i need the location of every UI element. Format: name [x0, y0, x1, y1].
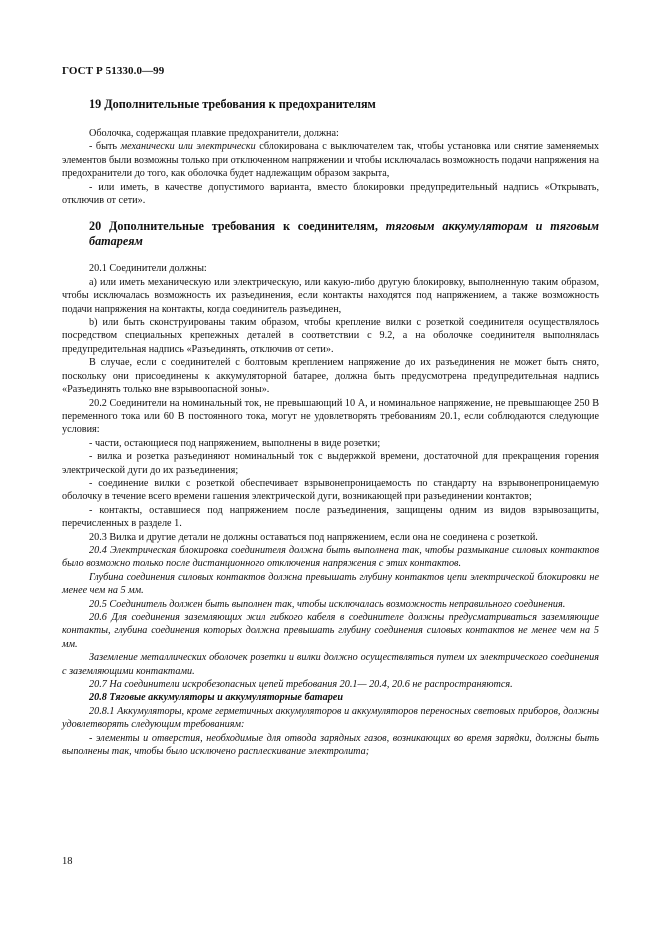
- section-19-item-1: [62, 140, 599, 180]
- paragraph-20-1: 20.1 Соединители должны:: [89, 263, 207, 275]
- section-19-heading: 19 Дополнительные требования к предохранителям: [89, 97, 376, 111]
- paragraph-grounding: Заземление металлических оболочек розетки и вилки должно осуществляться путем их электрического соединения с заземляющими контактами.: [62, 652, 599, 677]
- section-20-heading: [89, 219, 599, 249]
- condition-2: - вилка и розетка разъединяют номинальный ток с выдержкой времени, достаточной для прекращения горения электрической дуги до их разъединения;: [62, 451, 599, 476]
- subheading-20-8: 20.8 Тяговые аккумуляторы и аккумуляторные батареи: [89, 692, 343, 704]
- standard-code: ГОСТ Р 51330.0—99: [62, 65, 165, 77]
- item-1-emphasis: механически или электрически: [120, 141, 256, 153]
- paragraph-20-7: 20.7 На соединители искробезопасных цепей требования 20.1— 20.4, 20.6 не распространяются.: [89, 679, 513, 691]
- section-20-heading-italic: тяговым аккумуляторам и тяговым батареям: [89, 219, 599, 249]
- condition-1: - части, остающиеся под напряжением, выполнены в виде розетки;: [89, 437, 381, 449]
- condition-3: - соединение вилки с розеткой обеспечивает взрывонепроницаемость по стандарту на взрывонепроницаемую оболочку в течение всего времени гашения электрической дуги, возникающей при разъединении контактов;: [62, 477, 599, 503]
- paragraph-20-1-a: a) или иметь механическую или электрическую, или какую-либо другую блокировку, выполненную таким образом, чтобы исключалась возможность их разъединения, если контакты находятся под напряжением, а также возможность подачи напряжения на контакты, когда соединитель разъединен,: [62, 276, 599, 315]
- paragraph-contact-depth: Глубина соединения силовых контактов должна превышать глубину контактов цепи электрической блокировки не менее чем на 5 мм.: [62, 571, 599, 597]
- condition-4: - контакты, оставшиеся под напряжением после разъединения, защищены одним из видов взрывозащиты, перечисленных в разделе 1.: [62, 504, 599, 530]
- section-19-intro: Оболочка, содержащая плавкие предохранители, должна:: [89, 128, 339, 139]
- section-20-heading-main: 20 Дополнительные требования к соединителям,: [89, 219, 386, 234]
- item-1-prefix: - быть: [89, 141, 121, 153]
- paragraph-20-4: 20.4 Электрическая блокировка соединителя должна быть выполнена так, чтобы размыкание силовых контактов было возможно только после дистанционного отключения напряжения с этих контактов.: [62, 544, 599, 570]
- paragraph-20-3: 20.3 Вилка и другие детали не должны оставаться под напряжением, если она не соединена с розеткой.: [89, 531, 538, 543]
- paragraph-bolted: В случае, если с соединителей с болтовым креплением напряжение до их разъединения не может быть снято, поскольку они присоединены к аккумуляторной батарее, должна быть предусмотрена предупредительная надпись «Разъединять только вне взрывоопасной зоны».: [62, 357, 599, 396]
- paragraph-20-1-b: b) или быть сконструированы таким образом, чтобы крепление вилки с розеткой соединителя осуществлялось посредством специальных крепежных деталей в соответствии с 9.2, а на оболочке соединителя выполнялась предупредительная надпись «Разъединять, отключив от сети».: [62, 317, 599, 355]
- paragraph-20-5: 20.5 Соединитель должен быть выполнен так, чтобы исключалась возможность неправильного соединения.: [89, 598, 566, 610]
- paragraph-20-8-1: 20.8.1 Аккумуляторы, кроме герметичных аккумуляторов и аккумуляторов переносных световых приборов, должны удовлетворять следующим требованиям:: [62, 705, 599, 731]
- item-1-rest: сблокирована с выключателем так, чтобы установка или снятие заменяемых элементов были возможны только при отключенном напряжении и чтобы исключалась возможность подачи напряжения на предохранители до того, как оболочка будет надлежащим образом закрыта,: [62, 141, 600, 180]
- paragraph-vents: - элементы и отверстия, необходимые для отвода зарядных газов, возникающих во время зарядки, должны быть выполнены так, чтобы было исключено расплескивание электролита;: [62, 732, 599, 758]
- section-19-item-2: - или иметь, в качестве допустимого варианта, вместо блокировки предупредительный надпись «Открывать, отключив от сети».: [62, 181, 599, 207]
- paragraph-20-6: 20.6 Для соединения заземляющих жил гибкого кабеля в соединителе должны предусматриваться заземляющие контакты, глубина соединения которых должна превышать глубину соединения силовых контактов не менее чем на 5 мм.: [62, 612, 599, 650]
- page-number: 18: [62, 856, 73, 867]
- paragraph-20-2: 20.2 Соединители на номинальный ток, не превышающий 10 А, и номинальное напряжение, не превышающее 250 В переменного тока или 60 В постоянного тока, могут не удовлетворять требованиям 20.1, если соблюдаются следующие условия:: [62, 397, 599, 436]
- page-body: [62, 97, 599, 758]
